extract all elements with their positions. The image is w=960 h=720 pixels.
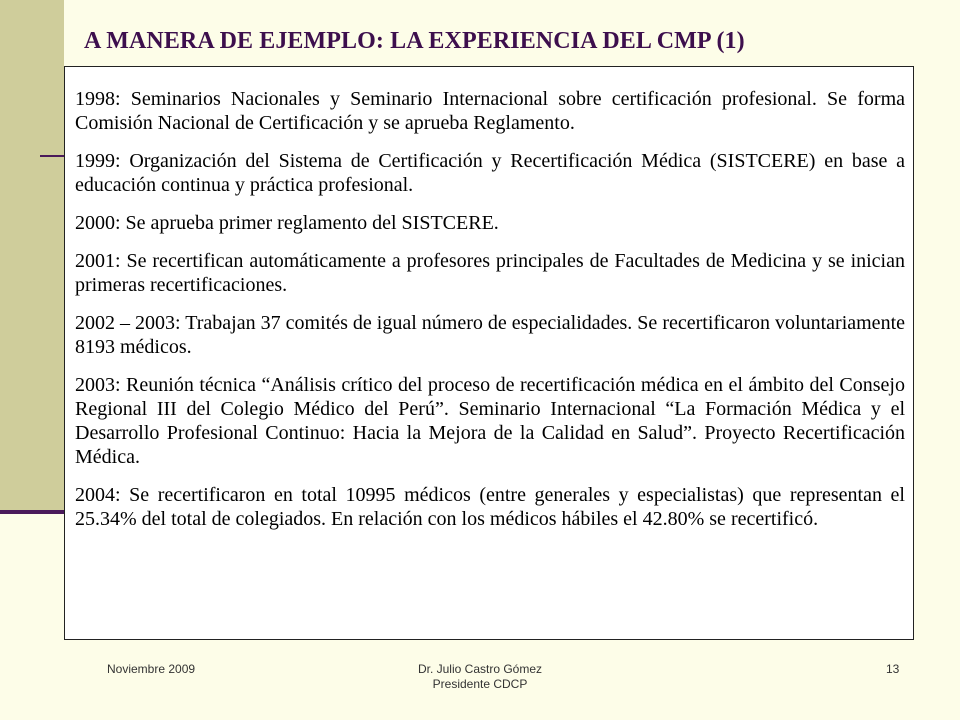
paragraph-1999: 1999: Organización del Sistema de Certificación y Recertificación Médica (SISTCERE) en base a educación continua y práctica profesional. [75, 150, 905, 196]
accent-rule [40, 155, 66, 157]
paragraph-2004: 2004: Se recertificaron en total 10995 médicos (entre generales y especialistas) que representan el 25.34% del total de colegiados. En relación con los médicos hábiles el 42.80% se recertificó. [75, 484, 905, 530]
content-box [64, 66, 914, 640]
left-decorative-band [0, 0, 64, 512]
footer-page-number: 13 [886, 662, 900, 676]
band-underline [0, 510, 64, 514]
paragraph-2002-2003: 2002 – 2003: Trabajan 37 comités de igual número de especialidades. Se recertificaron voluntariamente 8193 médicos. [75, 312, 905, 358]
footer-date: Noviembre 2009 [107, 662, 196, 676]
slide-title: A MANERA DE EJEMPLO: LA EXPERIENCIA DEL CMP (1) [84, 28, 745, 54]
paragraph-2000: 2000: Se aprueba primer reglamento del SISTCERE. [75, 212, 499, 234]
paragraph-2003: 2003: Reunión técnica “Análisis crítico del proceso de recertificación médica en el ámbito del Consejo Regional III del Colegio Médico del Perú”. Seminario Internacional “La Formación Médica y el Desarrollo Profesional Continuo: Hacia la Mejora de la Calidad en Salud”. Proyecto Recertificación Médica. [75, 374, 905, 468]
paragraph-1998: 1998: Seminarios Nacionales y Seminario Internacional sobre certificación profesional. Se forma Comisión Nacional de Certificación y se aprueba Reglamento. [75, 88, 905, 134]
paragraph-2001: 2001: Se recertifican automáticamente a profesores principales de Facultades de Medicina y se inician primeras recertificaciones. [75, 250, 905, 296]
footer-author-block [0, 662, 960, 692]
footer-author: Dr. Julio Castro Gómez [417, 662, 543, 676]
footer-role: Presidente CDCP [432, 677, 528, 691]
